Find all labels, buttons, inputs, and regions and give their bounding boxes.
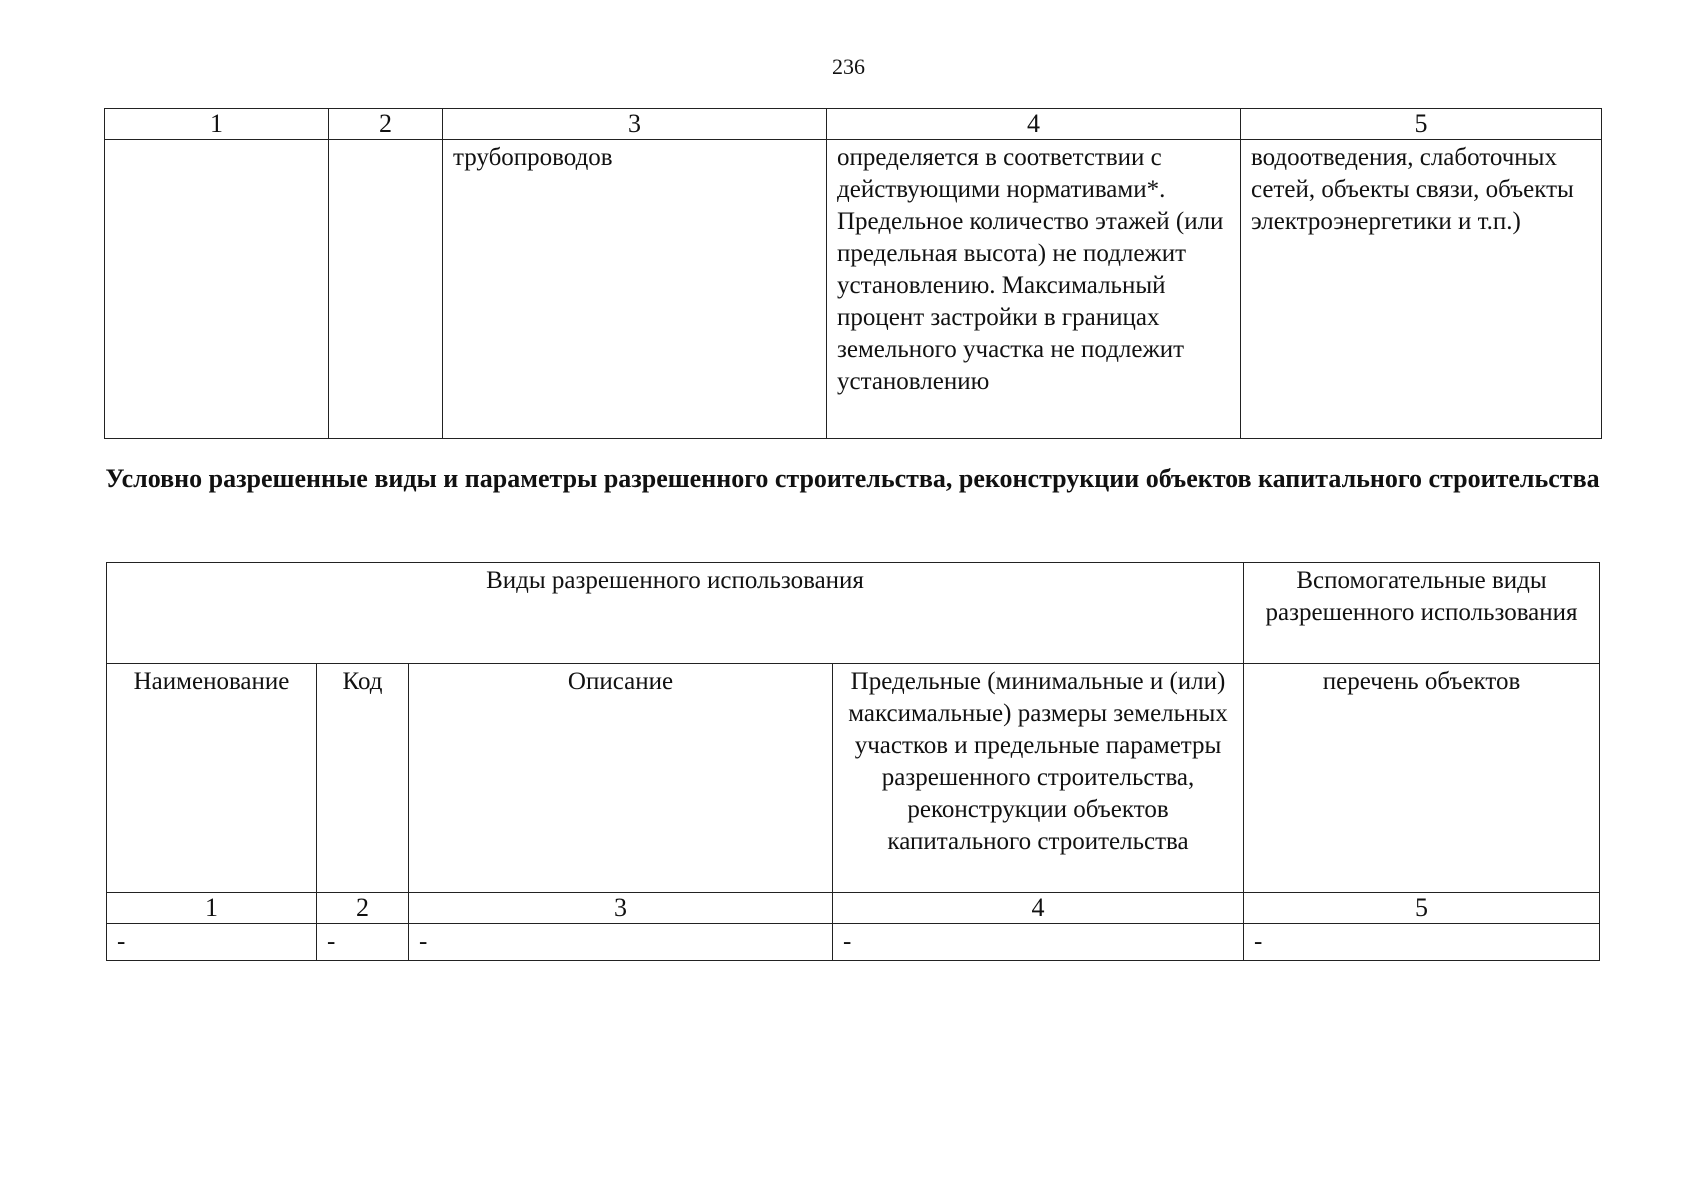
conditional-uses-table	[106, 562, 1600, 961]
column-number: 4	[827, 109, 1241, 140]
table-cell: -	[107, 924, 317, 961]
table-row	[105, 109, 1602, 140]
column-number: 5	[1241, 109, 1602, 140]
header-auxiliary-uses: Вспомогательные виды разрешенного использования	[1244, 563, 1600, 664]
table-cell: водоотведения, слаботочных сетей, объекты связи, объекты электроэнергетики и т.п.)	[1241, 140, 1602, 439]
header-permitted-uses: Виды разрешенного использования	[107, 563, 1244, 664]
column-number: 3	[409, 893, 833, 924]
header-parameters: Предельные (минимальные и (или) максимальные) размеры земельных участков и предельные параметры разрешенного строительства, реконструкции объектов капитального строительства	[833, 664, 1244, 893]
table-cell	[329, 140, 443, 439]
zoning-table-continuation	[104, 108, 1602, 439]
column-number: 3	[443, 109, 827, 140]
table-cell: -	[1244, 924, 1600, 961]
table-header-row	[107, 563, 1600, 664]
table-cell: трубопроводов	[443, 140, 827, 439]
column-number: 2	[329, 109, 443, 140]
column-number: 1	[105, 109, 329, 140]
table-cell: определяется в соответствии с действующими нормативами*. Предельное количество этажей (или предельная высота) не подлежит установлению. Максимальный процент застройки в границах земельного участка не подлежит установлению	[827, 140, 1241, 439]
header-code: Код	[317, 664, 409, 893]
column-number: 4	[833, 893, 1244, 924]
table-cell: -	[409, 924, 833, 961]
table-row	[107, 924, 1600, 961]
table-cell	[105, 140, 329, 439]
section-title: Условно разрешенные виды и параметры разрешенного строительства, реконструкции объектов капитального строительства	[105, 464, 1600, 493]
table-header-row	[107, 664, 1600, 893]
table-row	[105, 140, 1602, 439]
header-object-list: перечень объектов	[1244, 664, 1600, 893]
header-description: Описание	[409, 664, 833, 893]
column-number: 2	[317, 893, 409, 924]
column-number: 1	[107, 893, 317, 924]
table-row	[107, 893, 1600, 924]
page-number: 236	[832, 54, 865, 79]
table-cell: -	[833, 924, 1244, 961]
table-cell: -	[317, 924, 409, 961]
header-name: Наименование	[107, 664, 317, 893]
column-number: 5	[1244, 893, 1600, 924]
